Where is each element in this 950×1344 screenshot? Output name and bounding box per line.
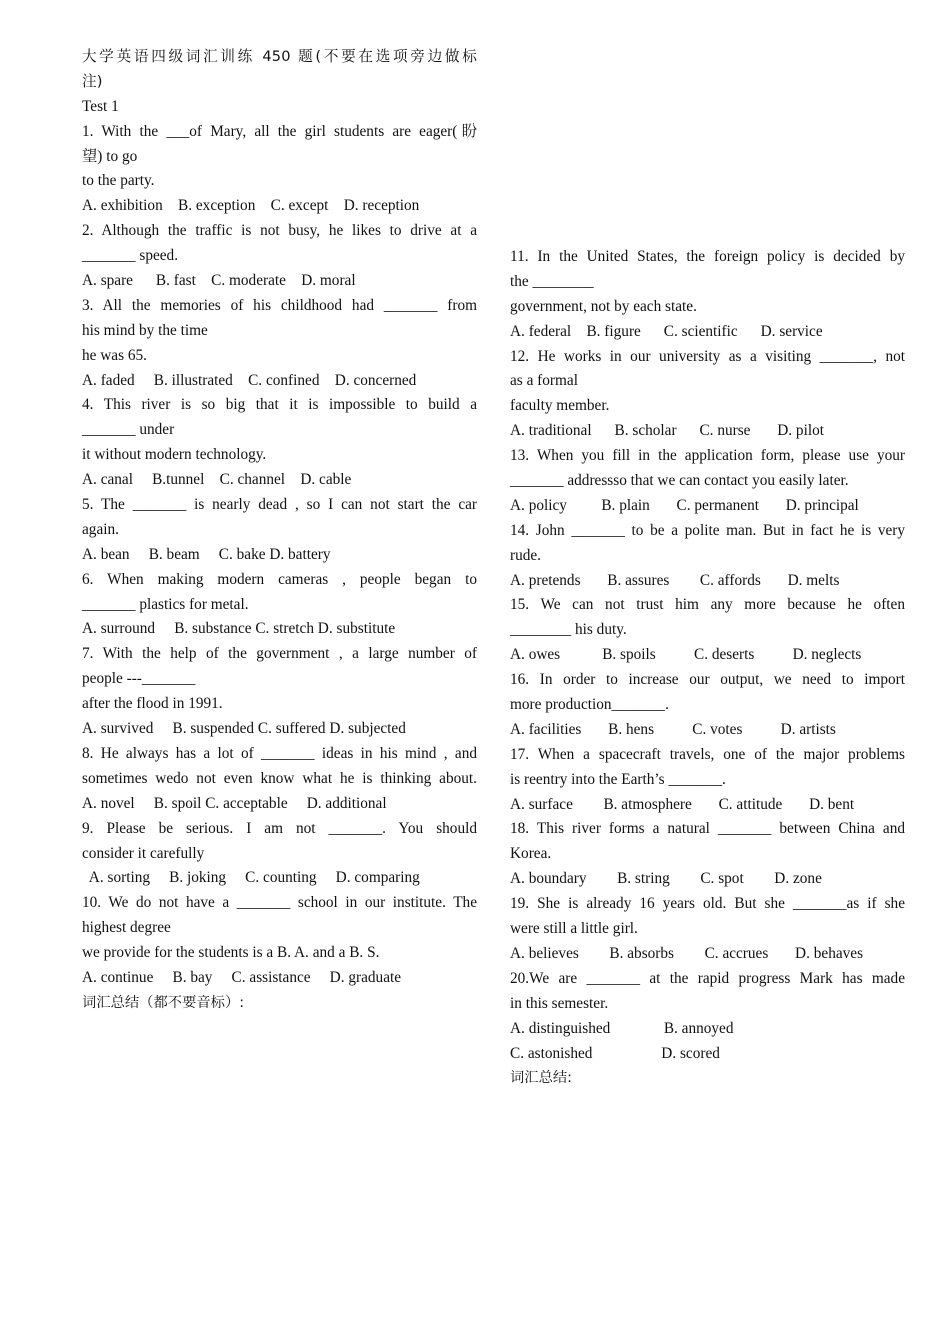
text-line: A. spare B. fast C. moderate D. moral xyxy=(82,272,356,290)
text-line: C. astonished D. scored xyxy=(510,1044,720,1062)
text-line: rude. xyxy=(510,546,542,564)
text-line: 8. He always has a lot of _______ ideas in his mind , and xyxy=(82,744,477,762)
text-line: A. sorting B. joking C. counting D. comparing xyxy=(82,869,420,887)
text-line: were still a little girl. xyxy=(510,920,638,938)
text-line: sometimes wedo not even know what he is thinking about. xyxy=(82,769,477,787)
text-line: highest degree xyxy=(82,919,171,937)
left-column xyxy=(82,45,477,1016)
text-line: people ---_______ xyxy=(82,670,196,688)
page-title: 注) xyxy=(82,72,103,90)
text-line: 10. We do not have a _______ school in our institute. The xyxy=(82,894,477,912)
text-line: we provide for the students is a B. A. and a B. S. xyxy=(82,944,380,962)
text-line: A. novel B. spoil C. acceptable D. additional xyxy=(82,794,387,812)
text-line: A. facilities B. hens C. votes D. artists xyxy=(510,720,836,738)
text-line: A. faded B. illustrated C. confined D. concerned xyxy=(82,371,417,389)
text-line: 17. When a spacecraft travels, one of the major problems xyxy=(510,745,905,763)
text-line: 词汇总结: xyxy=(510,1070,573,1087)
text-line: 4. This river is so big that it is impossible to build a xyxy=(82,396,477,414)
text-line: the ________ xyxy=(510,272,594,290)
text-line: _______ under xyxy=(82,421,175,439)
text-line: A. pretends B. assures C. affords D. melts xyxy=(510,571,840,589)
text-line: 14. John _______ to be a polite man. But in fact he is very xyxy=(510,521,905,539)
text-line: A. boundary B. string C. spot D. zone xyxy=(510,870,822,888)
text-line: consider it carefully xyxy=(82,844,205,862)
text-line: as a formal xyxy=(510,372,578,390)
text-line: _______ addressso that we can contact you easily later. xyxy=(510,472,849,490)
text-line: 19. She is already 16 years old. But she _______as if she xyxy=(510,895,905,913)
text-line: 5. The _______ is nearly dead , so I can not start the car xyxy=(82,496,477,514)
text-line: A. continue B. bay C. assistance D. graduate xyxy=(82,968,402,986)
text-line: more production_______. xyxy=(510,696,669,714)
text-line: he was 65. xyxy=(82,346,147,364)
text-line: Korea. xyxy=(510,845,552,863)
text-line: A. surface B. atmosphere C. attitude D. bent xyxy=(510,795,855,813)
text-line: government, not by each state. xyxy=(510,297,697,315)
text-line: 词汇总结（都不要音标）: xyxy=(82,994,245,1011)
text-line: 望) to go xyxy=(82,147,138,165)
text-line: Test 1 xyxy=(82,97,119,115)
text-line: 2. Although the traffic is not busy, he likes to drive at a xyxy=(82,222,477,240)
text-line: 18. This river forms a natural _______ between China and xyxy=(510,820,905,838)
text-line: A. exhibition B. exception C. except D. reception xyxy=(82,197,420,215)
text-line: faculty member. xyxy=(510,397,610,415)
text-line: 15. We can not trust him any more because he often xyxy=(510,596,905,614)
text-line: A. bean B. beam C. bake D. battery xyxy=(82,545,331,563)
text-line: A. policy B. plain C. permanent D. principal xyxy=(510,496,859,514)
text-line: A. canal B.tunnel C. channel D. cable xyxy=(82,471,352,489)
text-line: 3. All the memories of his childhood had _______ from xyxy=(82,296,477,314)
text-line: ________ his duty. xyxy=(510,621,627,639)
text-line: A. believes B. absorbs C. accrues D. behaves xyxy=(510,944,864,962)
text-line: A. distinguished B. annoyed xyxy=(510,1019,734,1037)
text-line: 9. Please be serious. I am not _______. You should xyxy=(82,819,477,837)
text-line: again. xyxy=(82,520,119,538)
text-line: 12. He works in our university as a visiting _______, not xyxy=(510,347,905,365)
text-line: 20.We are _______ at the rapid progress Mark has made xyxy=(510,969,905,987)
text-line: it without modern technology. xyxy=(82,446,267,464)
right-column xyxy=(510,245,905,1091)
text-line: A. federal B. figure C. scientific D. service xyxy=(510,322,823,340)
text-line: after the flood in 1991. xyxy=(82,695,223,713)
text-line: _______ speed. xyxy=(82,247,179,265)
text-line: 1. With the ___of Mary, all the girl students are eager(盼 xyxy=(82,122,477,140)
text-line: 16. In order to increase our output, we need to import xyxy=(510,671,905,689)
page-title: 大学英语四级词汇训练 450 题(不要在选项旁边做标 xyxy=(82,48,477,65)
text-line: _______ plastics for metal. xyxy=(82,595,249,613)
text-line: A. traditional B. scholar C. nurse D. pilot xyxy=(510,422,824,440)
text-line: 7. With the help of the government , a large number of xyxy=(82,645,477,663)
text-line: A. surround B. substance C. stretch D. substitute xyxy=(82,620,396,638)
text-line: A. survived B. suspended C. suffered D. subjected xyxy=(82,720,406,738)
text-line: is reentry into the Earth’s _______. xyxy=(510,770,726,788)
text-line: his mind by the time xyxy=(82,321,208,339)
text-line: to the party. xyxy=(82,172,155,190)
text-line: 13. When you fill in the application form, please use your xyxy=(510,447,905,465)
text-line: 11. In the United States, the foreign policy is decided by xyxy=(510,248,905,265)
text-line: A. owes B. spoils C. deserts D. neglects xyxy=(510,646,862,664)
text-line: 6. When making modern cameras , people began to xyxy=(82,570,477,588)
text-line: in this semester. xyxy=(510,994,609,1012)
